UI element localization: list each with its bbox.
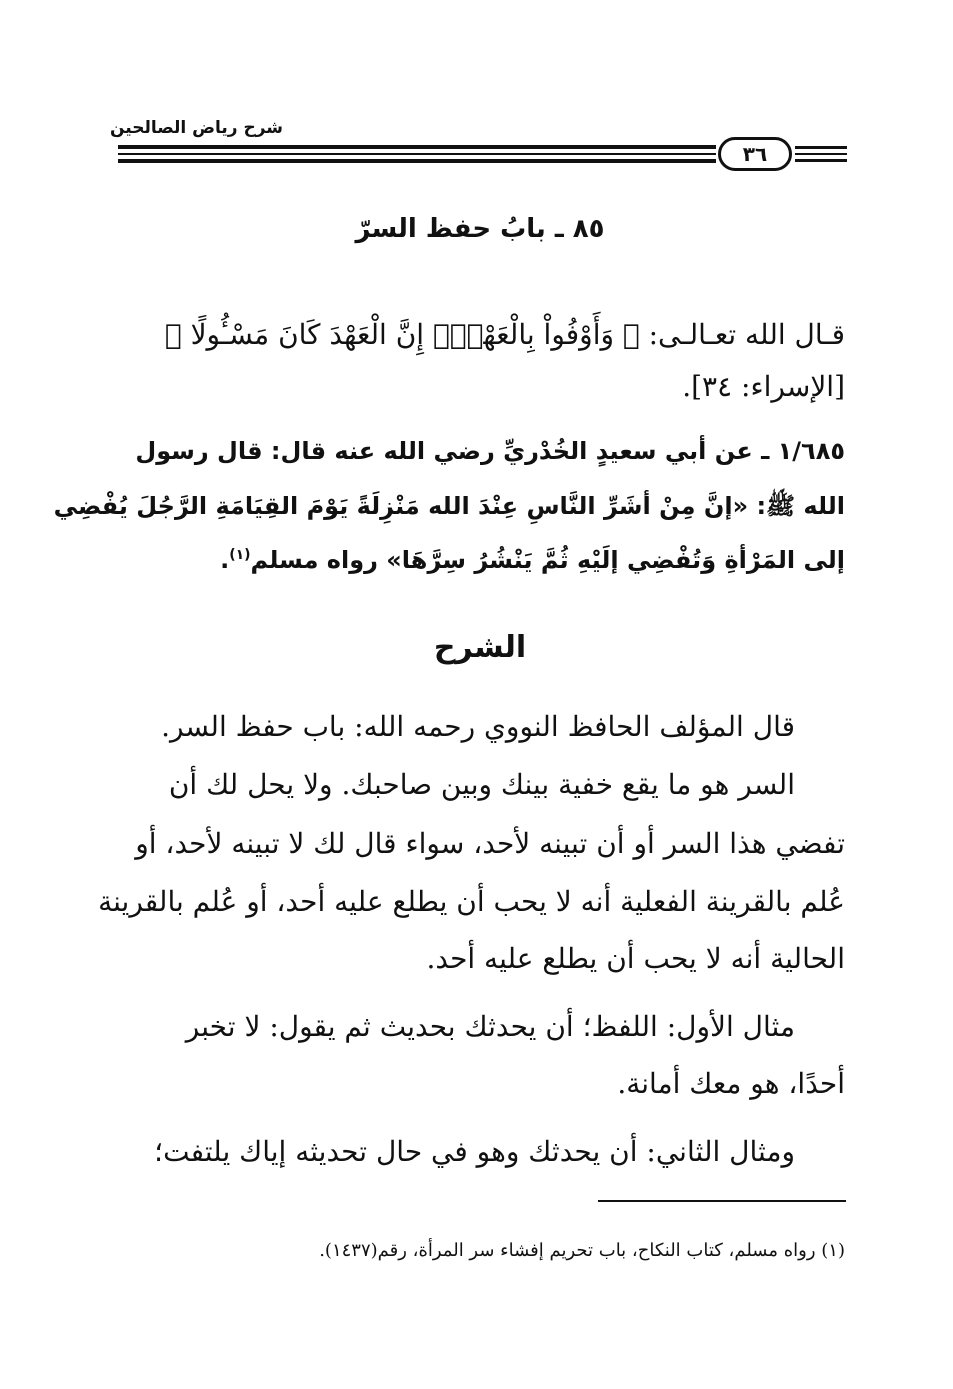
body-line: ومثال الثاني: أن يحدثك وهو في حال تحديثه إياك يلتفت؛: [154, 1135, 795, 1168]
footnote: (١) رواه مسلم، كتاب النكاح، باب تحريم إفشاء سر المرأة، رقم(١٤٣٧).: [319, 1240, 845, 1261]
commentary-heading: الشرح: [433, 630, 527, 665]
running-header-title: شرح رياض الصالحين: [110, 118, 284, 138]
chapter-title: ٨٥ ـ بابُ حفظ السرّ: [355, 214, 605, 244]
hadith-line: ١/٦٨٥ ـ عن أبي سعيدٍ الخُدْريِّ رضي الله عنه قال: قال رسول: [135, 437, 845, 465]
body-line: أحدًا، هو معك أمانة.: [617, 1067, 845, 1100]
hadith-text: إلى المَرْأةِ وَتُفْضِي إلَيْهِ ثُمَّ يَنْشُرُ سِرَّهَا» رواه مسلم: [250, 546, 845, 574]
body-line: تفضي هذا السر أو أن تبينه لأحد، سواء قال لك لا تبينه لأحد، أو: [135, 827, 845, 860]
header-rule: [118, 145, 716, 149]
header-rule: [118, 159, 716, 163]
header-rule: [118, 153, 716, 155]
footnote-separator: [598, 1200, 846, 1202]
body-line: مثال الأول: اللفظ؛ أن يحدثك بحديث ثم يقول: لا تخبر: [185, 1010, 795, 1043]
hadith-end: .: [220, 546, 230, 574]
body-line: عُلم بالقرينة الفعلية أنه لا يحب أن يطلع عليه أحد، أو عُلم بالقرينة: [98, 885, 845, 918]
verse-line: قـال الله تعـالـى: ﴿ وَأَوْفُواْ بِالْعَهْدِۖ إِنَّ الْعَهْدَ كَانَ مَسْـُٔولًا ﴾: [164, 318, 845, 351]
page-number-badge: [718, 137, 792, 171]
verse-reference: [الإسراء: ٣٤].: [682, 370, 845, 403]
body-line: الحالية أنه لا يحب أن يطلع عليه أحد.: [426, 942, 845, 975]
body-intro: قال المؤلف الحافظ النووي رحمه الله: باب حفظ السر.: [161, 710, 795, 743]
hadith-line: الله ﷺ: «إنَّ مِنْ أشَرِّ النَّاسِ عِنْدَ الله مَنْزِلَةً يَوْمَ القِيَامَةِ الرَّجُلَ يُفْضِي: [53, 492, 845, 520]
hadith-line: [220, 546, 845, 574]
page-number: ٣٦: [742, 142, 768, 166]
header-rule: [795, 153, 847, 155]
body-line: السر هو ما يقع خفية بينك وبين صاحبك. ولا يحل لك أن: [168, 768, 795, 801]
header-rule: [795, 159, 847, 162]
footnote-ref: (١): [229, 547, 251, 563]
header-rule: [795, 146, 847, 149]
